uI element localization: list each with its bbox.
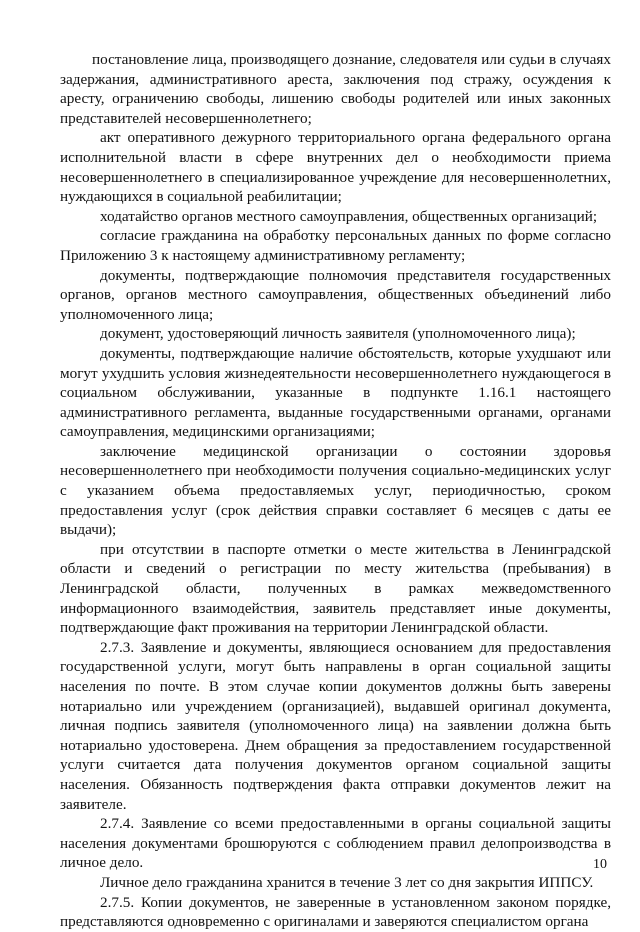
paragraph-residence-proof: при отсутствии в паспорте отметки о месте жительства в Ленинградской области и сведений о регистрации по месту жительства (пребывания) в Ленинградской области, полученных в рамках межведомственного информационного взаимодействия, заявитель представляет иные документы, подтверждающие факт проживания на территории Ленинградской области.: [60, 540, 611, 637]
paragraph-detention-order: постановление лица, производящего дознание, следователя или судьи в случаях задержания, административного ареста, заключения под стражу, осуждения к аресту, ограничению свободы, лишению свободы родителей или иных законных представителей несовершеннолетнего;: [60, 51, 611, 127]
paragraph-2-7-5: 2.7.5. Копии документов, не заверенные в установленном законом порядке, представляются одновременно с оригиналами и заверяются специалистом органа: [60, 893, 611, 931]
document-body: [60, 50, 611, 932]
paragraph-2-7-4: 2.7.4. Заявление со всеми предоставленными в органы социальной защиты населения документами брошюруются с соблюдением правил делопроизводства в личное дело.: [60, 815, 611, 872]
paragraph-identity-document: документ, удостоверяющий личность заявителя (уполномоченного лица);: [100, 325, 576, 343]
paragraph-consent: согласие гражданина на обработку персональных данных по форме согласно Приложению 3 к настоящему административному регламенту;: [60, 227, 611, 264]
paragraph-personal-file: Личное дело гражданина хранится в течение 3 лет со дня закрытия ИППСУ.: [100, 873, 594, 891]
paragraph-petition: ходатайство органов местного самоуправления, общественных организаций;: [100, 207, 598, 225]
paragraph-circumstances-documents: документы, подтверждающие наличие обстоятельств, которые ухудшают или могут ухудшить условия жизнедеятельности несовершеннолетнего нуждающегося в социальном обслуживании, указанные в подпункте 1.16.1 настоящего административного регламента, выданные государственными органами, органами самоуправления, медицинскими организациями;: [60, 344, 611, 441]
paragraph-representative-authority: документы, подтверждающие полномочия представителя государственных органов, органов местного самоуправления, общественных объединений либо уполномоченного лица;: [60, 266, 611, 323]
paragraph-police-act: акт оперативного дежурного территориального органа федерального органа исполнительной власти в сфере внутренних дел о необходимости приема несовершеннолетнего в специализированное учреждение для несовершеннолетних, нуждающихся в социальной реабилитации;: [60, 129, 611, 206]
paragraph-medical-conclusion: заключение медицинской организации о состоянии здоровья несовершеннолетнего при необходимости получения социально-медицинских услуг с указанием объема предоставляемых услуг, периодичностью, сроком предоставления услуг (срок действия справки составляет 6 месяцев с даты ее выдачи);: [60, 442, 611, 539]
page-number: 10: [593, 857, 607, 872]
paragraph-2-7-3: 2.7.3. Заявление и документы, являющиеся основанием для предоставления государственной услуги, могут быть направлены в орган социальной защиты населения по почте. В этом случае копии документов должны быть заверены нотариально или учреждением (организацией), выдавшей оригинал документа, личная подпись заявителя (уполномоченного лица) на заявлении должна быть нотариально удостоверена. Днем обращения за предоставлением государственной услуги считается дата получения документов органом социальной защиты населения. Обязанность подтверждения факта отправки документов лежит на заявителе.: [60, 638, 611, 813]
